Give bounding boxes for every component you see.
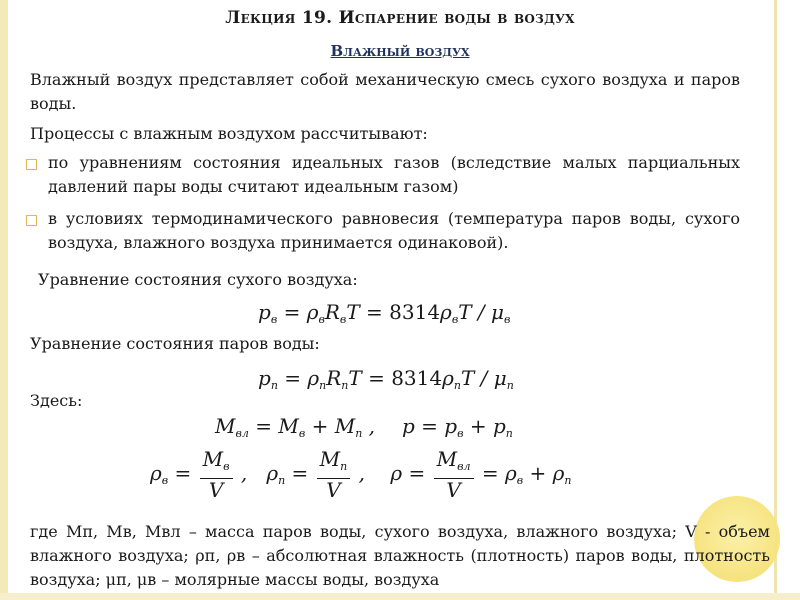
intro-paragraph: Влажный воздух представляет собой механическую смесь сухого воздуха и паров воды.: [30, 70, 740, 113]
bullet-item-1: по уравнениям состояния идеальных газов (вследствие малых парциальных давлений пары воды считают идеальным газом): [48, 153, 740, 196]
formula-pressure-sum: $p = p_в + p_п$: [402, 414, 513, 440]
formula-densities: $\rho_в$ = $\frac{M_в}{V}$ , $\rho_п$ = $\frac{M_п}{V}$ , ρ = $\frac{M_{вл}}{V}$ = $\rho_в + \rho_п$: [150, 447, 572, 502]
right-frame-bar: [774, 0, 777, 600]
slide-title: Лекция 19. Испарение воды в воздух: [225, 8, 575, 28]
formula-dry-air: $p_в = \rho_вR_вT = 8314\rho_вT / \mu_в$: [258, 300, 511, 326]
left-frame-bar: [0, 0, 8, 600]
footer-definitions: где Mп, Mв, Mвл – масса паров воды, сухого воздуха, влажного воздуха; V - объем влажного воздуха; ρп, ρв – абсолютная влажность (плотность) паров воды, плотность воздуха; μп, μв – молярные массы воды, воздуха: [30, 522, 770, 589]
here-label: Здесь:: [30, 391, 83, 410]
constant-value: 8314: [389, 300, 441, 324]
formula-vapor: $p_п = \rho_пR_пT = 8314\rho_пT / \mu_п$: [258, 366, 514, 392]
slide-subtitle: Влажный воздух: [330, 42, 470, 60]
vapor-label: Уравнение состояния паров воды:: [30, 334, 320, 353]
bottom-frame-bar: [0, 593, 800, 600]
processes-label: Процессы с влажным воздухом рассчитывают:: [30, 124, 428, 143]
formula-mass-sum: $M_{вл} = M_в + M_п$ ,: [215, 414, 376, 440]
bullet-square-icon: [26, 159, 37, 170]
bullet-item-2: в условиях термодинамического равновесия (температура паров воды, сухого воздуха, влажного воздуха принимается одинаковой).: [48, 209, 740, 252]
dry-air-label: Уравнение состояния сухого воздуха:: [38, 270, 358, 289]
bullet-square-icon: [26, 215, 37, 226]
constant-value: 8314: [391, 366, 443, 390]
